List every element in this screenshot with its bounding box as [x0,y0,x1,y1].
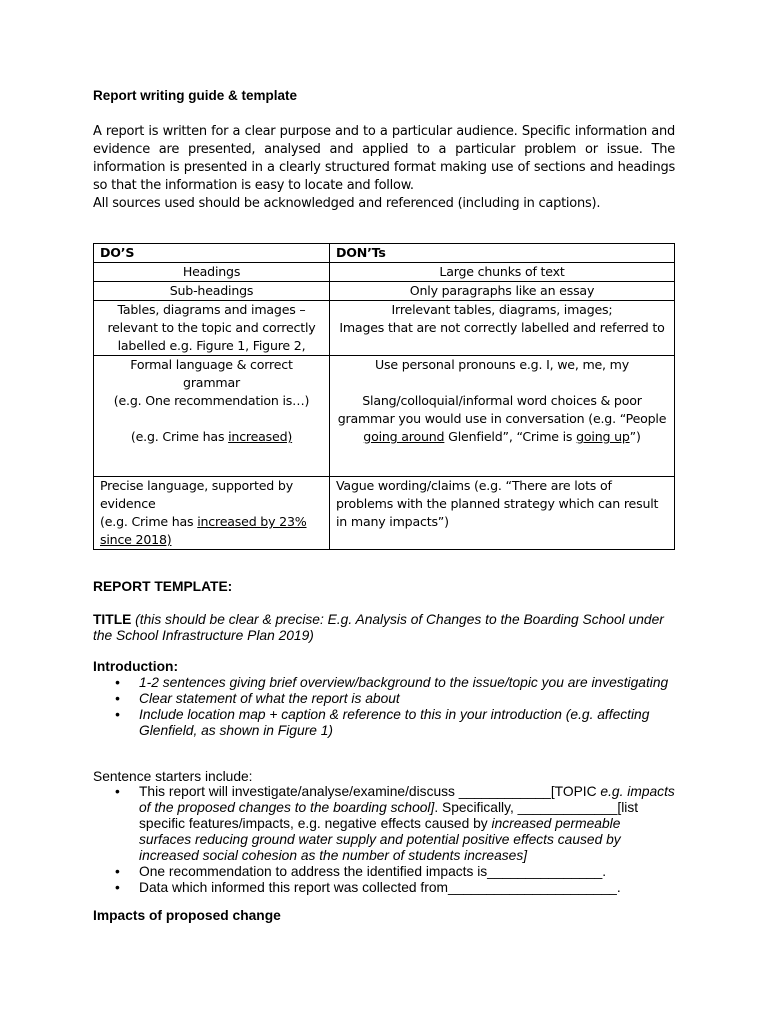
text-run: Glenfield”, “Crime is [444,429,577,444]
list-item-text: 1-2 sentences giving brief overview/background to the issue/topic you are investigating [139,675,669,690]
text-run: This report will investigate/analyse/examine/discuss ____________[TOPIC [139,784,601,799]
introduction-bullets [93,675,675,739]
intro-sources-note: All sources used should be acknowledged and referenced (including in captions). [93,196,601,211]
table-row [94,301,675,356]
table-row [94,282,675,301]
table-header-row [94,244,675,263]
do-line: (e.g. One recommendation is…) [113,393,310,408]
underlined-text: increased) [228,429,293,444]
title-label: TITLE [93,612,132,627]
bullet-icon: • [115,864,120,879]
dont-cell: Large chunks of text [330,263,675,282]
underlined-text: increased by 23% since 2018) [100,514,307,547]
dont-cell [330,356,675,477]
do-line: Formal language & correct grammar [130,357,293,390]
table-row [94,356,675,477]
impacts-heading: Impacts of proposed change [93,908,281,923]
do-cell: Sub-headings [94,282,330,301]
sentence-starters-label: Sentence starters include: [93,769,253,784]
intro-text [93,123,675,213]
text-run: . Specifically, _____________[list specific features/impacts, e.g. negative effects caused by [139,800,639,831]
do-cell [94,356,330,477]
title-instruction [93,612,673,644]
underlined-text: going around [363,429,445,444]
bullet-icon: • [115,707,120,722]
list-item-text: Include location map + caption & reference to this in your introduction (e.g. affecting Glenfield, as shown in Figure 1) [139,707,650,738]
dont-line: Use personal pronouns e.g. I, we, me, my [374,357,629,372]
dos-donts-table [93,243,675,550]
header-donts: DON’Ts [330,244,675,263]
sentence-starters-list [93,784,675,896]
text-run: (e.g. Crime has [100,514,198,529]
list-item-text: One recommendation to address the identified impacts is_______________. [139,864,607,879]
list-item [93,691,675,707]
italic-text: increased permeable surfaces reducing ground water supply and potential positive effects caused by increased social cohesion as the number of students increases] [139,816,621,863]
list-item [93,880,675,896]
do-line [100,513,323,549]
do-line [100,428,323,446]
table-row [94,477,675,550]
text-run: (e.g. Crime has [130,429,229,444]
guide-title: Report writing guide & template [93,88,298,103]
bullet-icon: • [115,784,120,799]
dont-line [336,392,668,446]
list-item-text: Clear statement of what the report is about [139,691,400,706]
underlined-text: going up [576,429,630,444]
do-cell: Headings [94,263,330,282]
text-run: Slang/colloquial/informal word choices & poor grammar you would use in conversation (e.g. “People [337,393,667,426]
bullet-icon: • [115,880,120,895]
text-run: ”) [629,429,641,444]
italic-text: e.g. impacts of the proposed changes to the boarding school] [139,784,675,815]
table-row [94,263,675,282]
bullet-icon: • [115,675,120,690]
list-item [93,864,675,880]
list-item [93,675,675,691]
report-template-heading: REPORT TEMPLATE: [93,579,233,594]
do-cell: Tables, diagrams and images – relevant to the topic and correctly labelled e.g. Figure 1, Figure 2, [94,301,330,356]
introduction-heading: Introduction: [93,659,179,674]
list-item [93,784,675,864]
do-cell [94,477,330,550]
list-item [93,707,675,739]
header-dos: DO’S [94,244,330,263]
title-hint: (this should be clear & precise: E.g. Analysis of Changes to the Boarding School under the School Infrastructure Plan 2019) [93,612,664,643]
dont-line: Irrelevant tables, diagrams, images; [391,302,613,317]
dont-cell: Only paragraphs like an essay [330,282,675,301]
list-item-text: Data which informed this report was collected from______________________. [139,880,621,895]
dont-cell [330,301,675,356]
do-line: Precise language, supported by evidence [100,478,293,511]
dont-cell: Vague wording/claims (e.g. “There are lots of problems with the planned strategy which can result in many impacts”) [330,477,675,550]
bullet-icon: • [115,691,120,706]
intro-paragraph: A report is written for a clear purpose and to a particular audience. Specific information and evidence are presented, analysed and applied to a particular problem or issue. The information is presented in a clearly structured format making use of sections and headings so that the information is easy to locate and follow. [93,124,675,193]
dont-line: Images that are not correctly labelled and referred to [339,320,665,335]
